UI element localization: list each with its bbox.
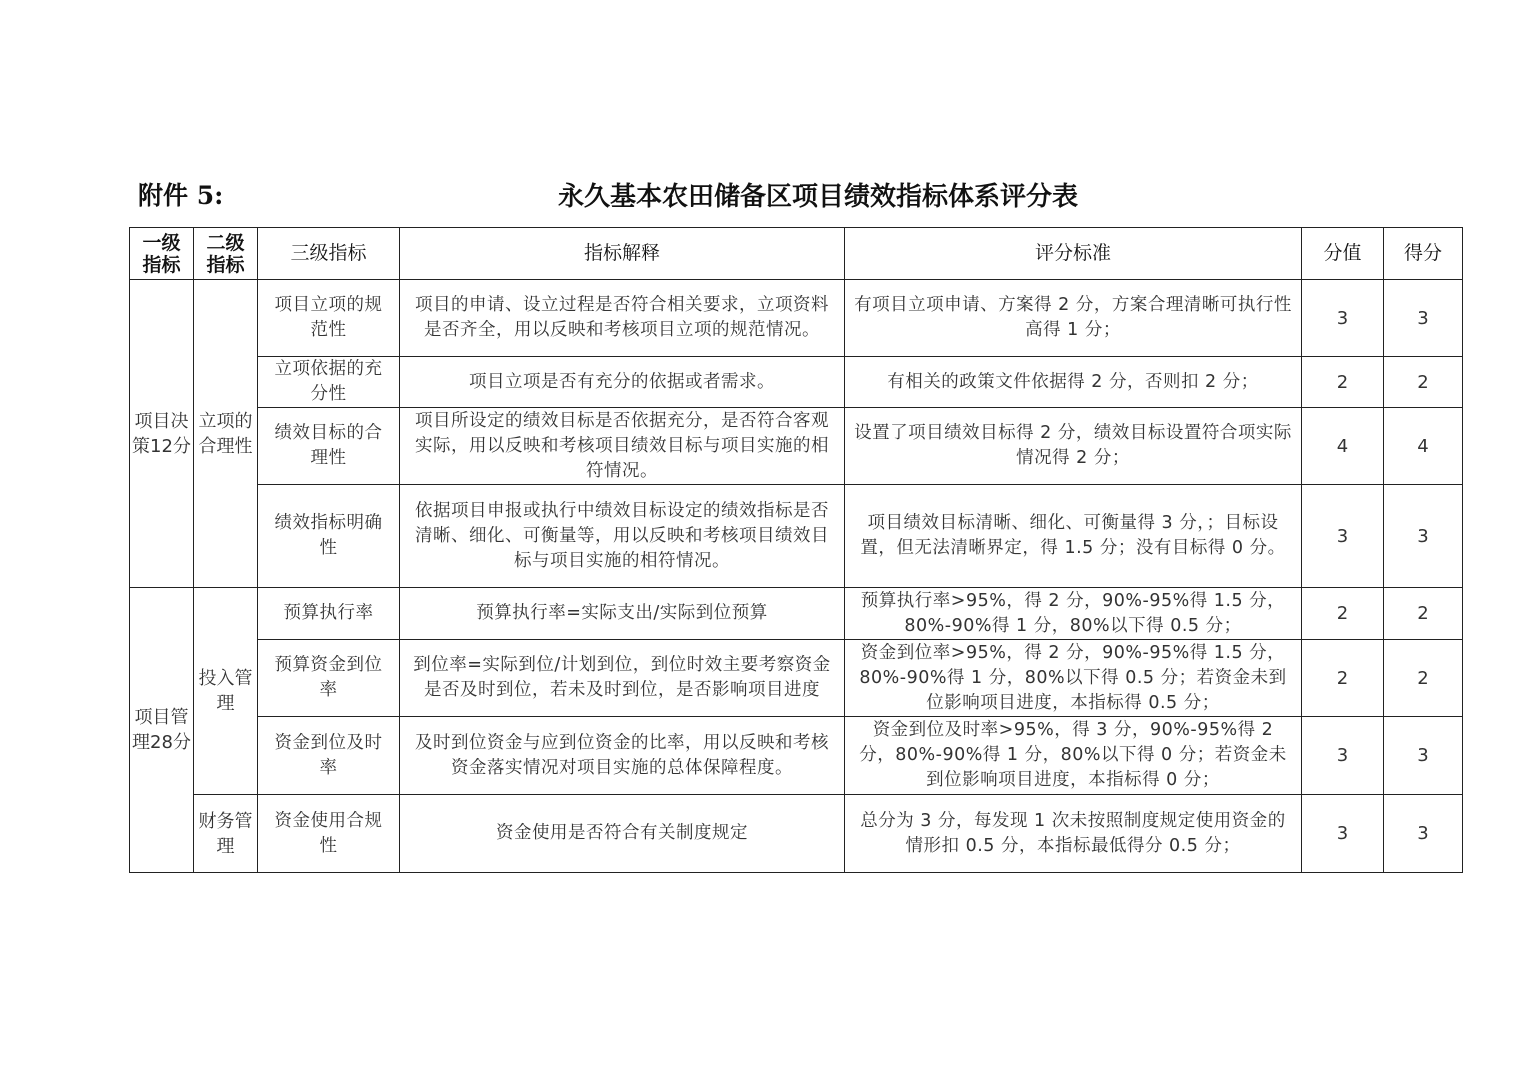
criteria-cell: 预算执行率>95%，得 2 分，90%-95%得 1.5 分，80%-90%得 1 分，80%以下得 0.5 分；: [845, 588, 1302, 640]
score-cell: 2: [1384, 588, 1463, 640]
level2-cell-input: 投入管理: [194, 588, 258, 795]
document-title: 永久基本农田储备区项目绩效指标体系评分表: [558, 182, 1079, 212]
criteria-cell: 项目绩效目标清晰、细化、可衡量得 3 分，；目标设置，但无法清晰界定，得 1.5 分；没有目标得 0 分。: [845, 485, 1302, 588]
score-cell: 3: [1384, 795, 1463, 873]
criteria-cell: 总分为 3 分，每发现 1 次未按照制度规定使用资金的情形扣 0.5 分，本指标最低得分 0.5 分；: [845, 795, 1302, 873]
level1-cell-management: 项目管理28分: [130, 588, 194, 873]
column-header-explanation: 指标解释: [400, 228, 845, 280]
column-header-level3: 三级指标: [258, 228, 400, 280]
level3-cell: 绩效指标明确性: [258, 485, 400, 588]
table-row: [130, 640, 1463, 717]
level3-cell: 预算执行率: [258, 588, 400, 640]
explanation-cell: 预算执行率=实际支出/实际到位预算: [400, 588, 845, 640]
table-row: [130, 408, 1463, 485]
column-header-criteria: 评分标准: [845, 228, 1302, 280]
value-cell: 4: [1302, 408, 1384, 485]
score-cell: 3: [1384, 717, 1463, 795]
level3-cell: 资金到位及时率: [258, 717, 400, 795]
value-cell: 3: [1302, 485, 1384, 588]
table-row: [130, 485, 1463, 588]
score-cell: 4: [1384, 408, 1463, 485]
column-header-level2: 二级指标: [194, 228, 258, 280]
column-header-level1: 一级指标: [130, 228, 194, 280]
criteria-cell: 资金到位率>95%，得 2 分，90%-95%得 1.5 分，80%-90%得 1 分，80%以下得 0.5 分；若资金未到位影响项目进度，本指标得 0.5 分；: [845, 640, 1302, 717]
value-cell: 3: [1302, 717, 1384, 795]
level2-cell-finance: 财务管理: [194, 795, 258, 873]
level1-cell-decision: 项目决策12分: [130, 280, 194, 588]
score-cell: 3: [1384, 485, 1463, 588]
level3-cell: 项目立项的规范性: [258, 280, 400, 357]
explanation-cell: 依据项目申报或执行中绩效目标设定的绩效指标是否清晰、细化、可衡量等，用以反映和考核项目绩效目标与项目实施的相符情况。: [400, 485, 845, 588]
scoring-table: [129, 227, 1463, 873]
table-row: [130, 588, 1463, 640]
document-header: [138, 176, 1138, 216]
explanation-cell: 项目的申请、设立过程是否符合相关要求，立项资料是否齐全，用以反映和考核项目立项的规范情况。: [400, 280, 845, 357]
table-row: [130, 717, 1463, 795]
score-cell: 2: [1384, 640, 1463, 717]
value-cell: 3: [1302, 795, 1384, 873]
explanation-cell: 到位率=实际到位/计划到位，到位时效主要考察资金是否及时到位，若未及时到位，是否影响项目进度: [400, 640, 845, 717]
attachment-label: 附件 5:: [138, 181, 224, 210]
criteria-cell: 有项目立项申请、方案得 2 分，方案合理清晰可执行性高得 1 分；: [845, 280, 1302, 357]
table-row: [130, 795, 1463, 873]
table-row: [130, 357, 1463, 408]
score-cell: 2: [1384, 357, 1463, 408]
value-cell: 2: [1302, 357, 1384, 408]
value-cell: 2: [1302, 640, 1384, 717]
table-row: [130, 280, 1463, 357]
value-cell: 3: [1302, 280, 1384, 357]
level3-cell: 立项依据的充分性: [258, 357, 400, 408]
score-cell: 3: [1384, 280, 1463, 357]
explanation-cell: 项目立项是否有充分的依据或者需求。: [400, 357, 845, 408]
table-header-row: [130, 228, 1463, 280]
explanation-cell: 及时到位资金与应到位资金的比率，用以反映和考核资金落实情况对项目实施的总体保障程度。: [400, 717, 845, 795]
criteria-cell: 设置了项目绩效目标得 2 分，绩效目标设置符合项实际情况得 2 分；: [845, 408, 1302, 485]
criteria-cell: 资金到位及时率>95%，得 3 分，90%-95%得 2 分，80%-90%得 1 分，80%以下得 0 分；若资金未到位影响项目进度，本指标得 0 分；: [845, 717, 1302, 795]
level3-cell: 预算资金到位率: [258, 640, 400, 717]
column-header-score: 得分: [1384, 228, 1463, 280]
explanation-cell: 项目所设定的绩效目标是否依据充分，是否符合客观实际，用以反映和考核项目绩效目标与项目实施的相符情况。: [400, 408, 845, 485]
value-cell: 2: [1302, 588, 1384, 640]
explanation-cell: 资金使用是否符合有关制度规定: [400, 795, 845, 873]
level2-cell-rationality: 立项的合理性: [194, 280, 258, 588]
column-header-value: 分值: [1302, 228, 1384, 280]
criteria-cell: 有相关的政策文件依据得 2 分，否则扣 2 分；: [845, 357, 1302, 408]
level3-cell: 资金使用合规性: [258, 795, 400, 873]
level3-cell: 绩效目标的合理性: [258, 408, 400, 485]
